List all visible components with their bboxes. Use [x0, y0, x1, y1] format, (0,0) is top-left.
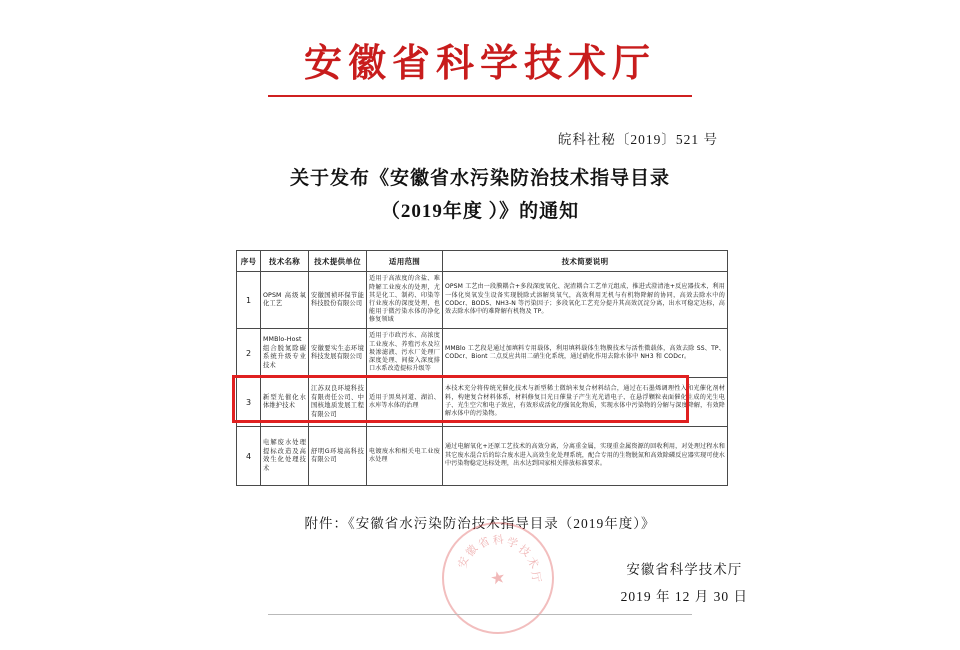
- page-title-line-1: 关于发布《安徽省水污染防治技术指导目录: [289, 168, 670, 189]
- issuing-agency-title: 安徽省科学技术厅: [303, 40, 656, 85]
- col-header-scope: 适用范围: [367, 251, 443, 272]
- seal-char: 省: [476, 534, 493, 552]
- table-row: [237, 329, 728, 378]
- cell-scope: 适用于黑臭河道、湖泊、水库等水体的治理: [367, 378, 443, 427]
- cell-description: 本技术充分将传统光催化技术与新型稀土微纳米复合材料结合，通过在石墨烯调理性入和光催化剂材料，构建复合材料体系，材料修复目光日催量子产生光光谱电子、在悬浮颗粒表面催化生成的光生电子、光生空穴和电子效应，有效形成活化的强氧化物质，实现水体中污染物的分解与深度降解，有效降解水体中的污染物。: [443, 378, 728, 427]
- signature-date: 2019 年 12 月 30 日: [620, 589, 748, 604]
- cell-name: OPSM 高级氧化工艺: [261, 272, 309, 329]
- cell-description: OPSM 工艺由一段膜耦合+多段深度氧化、泥渣耦合工艺单元组成，推进式澄清池+反应器技术，利用一体化臭氧发生设备实现脱除式溶解臭氧气，高效利用无机与有机物降解的协同，高效去除水中的 CODcr、BOD5、NH3-N 等污染因子；多段氧化工艺充分提升其高效沉淀分离，出水可稳定达标，高效去除水体中的难降解有机物及 TP。: [443, 272, 728, 329]
- seal-char: 徽: [463, 542, 481, 559]
- cell-unit: 舒明G环境高科技有限公司: [309, 427, 367, 486]
- technology-catalog-table: [236, 250, 728, 486]
- bottom-divider: [268, 614, 692, 615]
- page-title: [180, 162, 780, 229]
- cell-name: 电解废水处理提标改造及高效生化处理技术: [261, 427, 309, 486]
- seal-char: 学: [505, 535, 520, 551]
- signer-name: 安徽省科学技术厅: [626, 562, 743, 577]
- document-number: 皖科社秘〔2019〕521 号: [557, 132, 718, 147]
- table-header-row: [237, 251, 728, 272]
- cell-index: 4: [237, 427, 261, 486]
- cell-name: 新型光催化水体维护技术: [261, 378, 309, 427]
- col-header-description: 技术简要说明: [443, 251, 728, 272]
- page-title-line-2: （2019年度 ）》的通知: [380, 201, 580, 223]
- cell-unit: 安徽国祯环保节能科技股份有限公司: [309, 272, 367, 329]
- seal-char: 厅: [528, 570, 544, 584]
- attachment-note: 附件：《安徽省水污染防治技术指导目录（2019年度）》: [304, 516, 656, 531]
- masthead: [0, 42, 960, 84]
- table-row: [237, 272, 728, 329]
- cell-index: 2: [237, 329, 261, 378]
- col-header-name: 技术名称: [261, 251, 309, 272]
- cell-index: 1: [237, 272, 261, 329]
- seal-char: 安: [455, 555, 472, 570]
- seal-char: 技: [516, 542, 533, 560]
- cell-unit: 安徽要实生态环境科技发展有限公司: [309, 329, 367, 378]
- cell-name: MMBlo-Host 组合脱氮除碳系统升级专业技术: [261, 329, 309, 378]
- seal-char: 科: [491, 532, 505, 548]
- cell-description: MMBlo 工艺段是通过加填料专用载体，利用填料载体生物膜技术与活性微载体，高效去除 SS、TP、CODcr、Biont 二点反应共用二硝生化系统，通过硝化作用去除水体中 NH3 和 CODcr。: [443, 329, 728, 378]
- cell-index: 3: [237, 378, 261, 427]
- cell-description: 通过电解氧化+还原工艺技术的高效分离，分离重金属，实现重金属资源的回收利用，对处理过程水和其它废水混合后的综合废水进入高效生化处理系统，配合专用的生物脱氮和高效除磷反应器实现可使水中污染物稳定达标处理，出水达到国家相关排放标准要求。: [443, 427, 728, 486]
- cell-scope: 适用于市政污水、高浓度工业废水、养殖污水及垃圾渗滤液、污水厂处理厂深度处理、间接入深度排口水系改造提标升级等: [367, 329, 443, 378]
- signature-block: [621, 556, 748, 610]
- cell-scope: 电镀废水和相关电工业废水处理: [367, 427, 443, 486]
- table-row: [237, 427, 728, 486]
- cell-unit: 江苏双良环境科技有限责任公司、中国核地质发展工程有限公司: [309, 378, 367, 427]
- seal-char: 术: [524, 554, 542, 571]
- red-divider-line: [268, 95, 692, 97]
- col-header-index: 序号: [237, 251, 261, 272]
- col-header-unit: 技术提供单位: [309, 251, 367, 272]
- table-row-highlighted: [237, 378, 728, 427]
- cell-scope: 适用于高浓度的含盐、难降解工业废水的处理，尤其是化工、制药、印染等行业废水的深度处理，也能用于微污染水体的净化修复领域: [367, 272, 443, 329]
- star-icon: ★: [488, 567, 508, 589]
